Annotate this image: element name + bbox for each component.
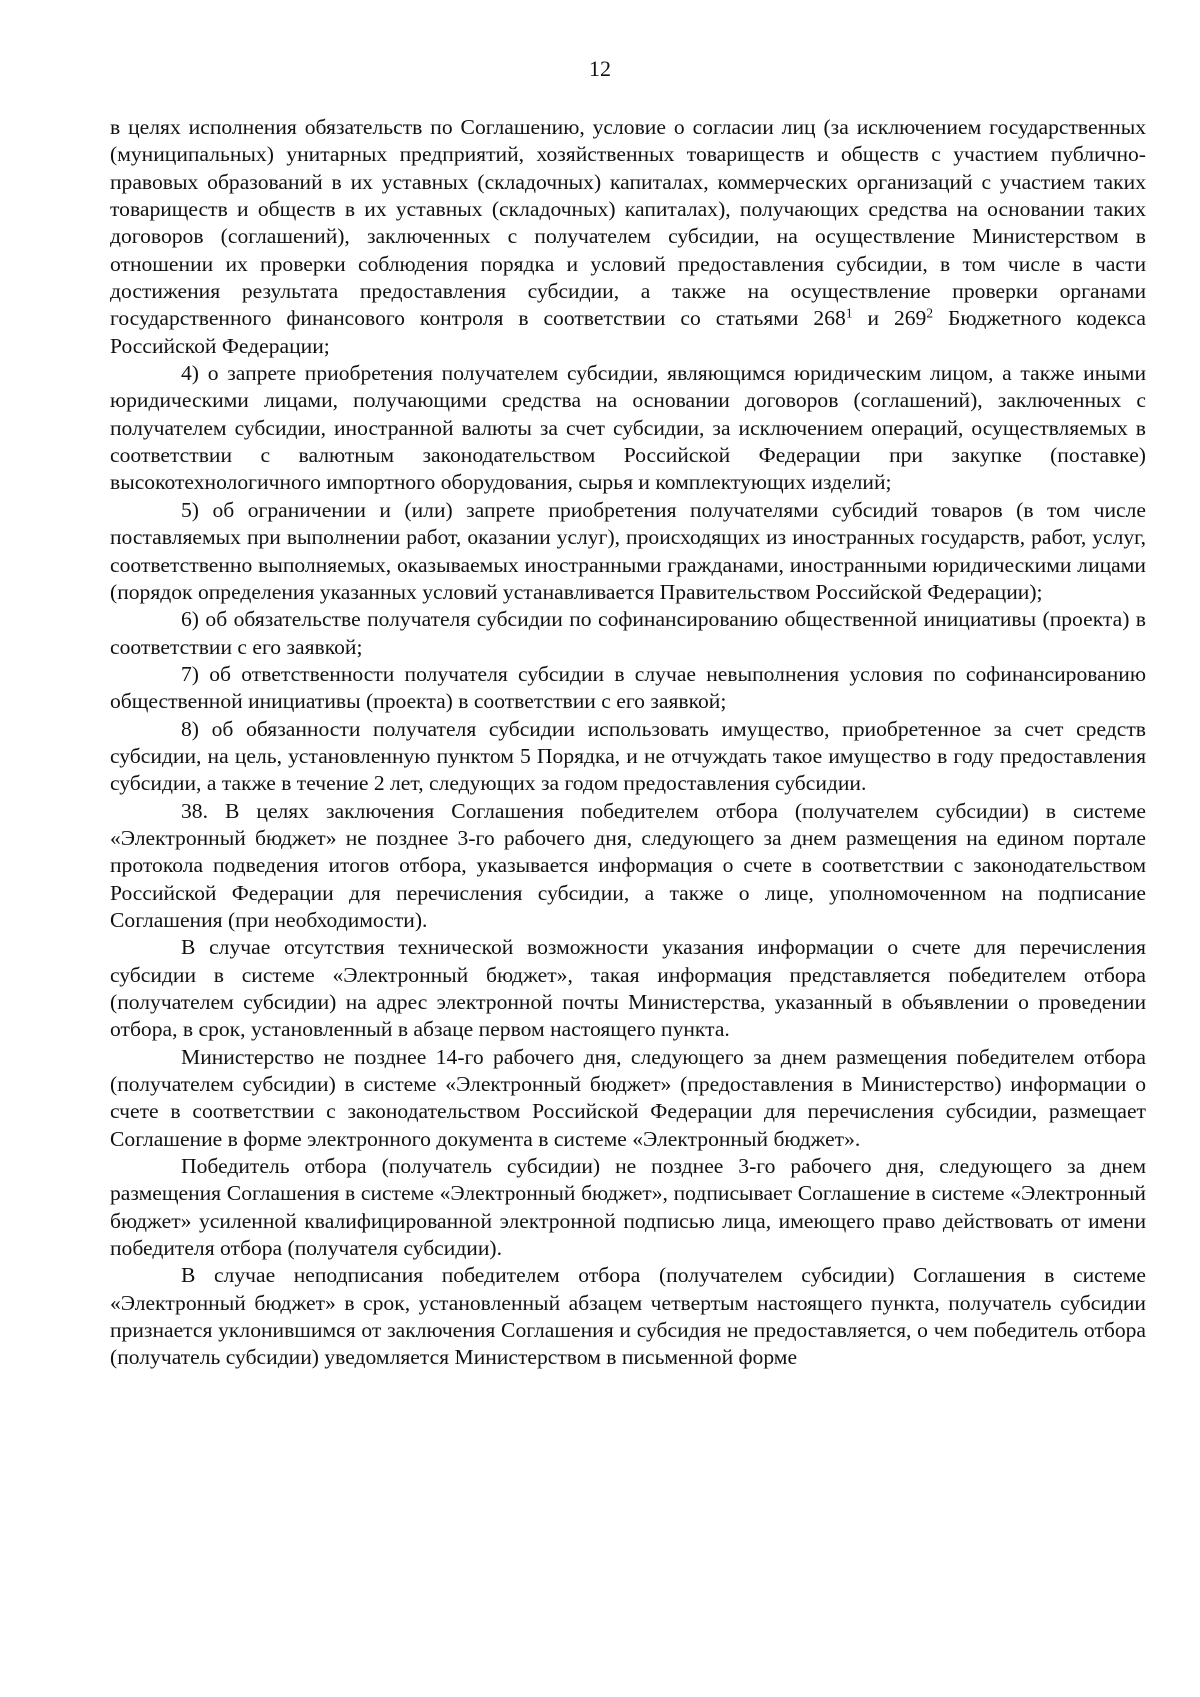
page-number: 12 <box>589 56 611 81</box>
text-run: и 269 <box>852 306 927 331</box>
text-run: 4) о запрете приобретения получателем субсидии, являющимся юридическим лицом, а также иными юридическими лицами, получающими средства на основании договоров (соглашений), заключенных с получателем субсидии, иностранной валюты за счет субсидии, за исключением операций, осуществляемых в соответствии с валютным законодательством Российской Федерации при закупке (поставке) высокотехнологичного импортного оборудования, сырья и комплектующих изделий; <box>110 361 1146 495</box>
paragraph <box>110 1044 1146 1153</box>
text-run: В случае отсутствия технической возможности указания информации о счете для перечисления субсидии в системе «Электронный бюджет», такая информация представляется победителем отбора (получателем субсидии) на адрес электронной почты Министерства, указанный в объявлении о проведении отбора, в срок, установленный в абзаце первом настоящего пункта. <box>110 935 1146 1042</box>
text-run: 6) об обязательстве получателя субсидии по софинансированию общественной инициативы (проекта) в соответствии с его заявкой; <box>110 607 1146 659</box>
document-body <box>110 114 1146 1372</box>
paragraph <box>110 114 1146 360</box>
paragraph <box>110 1153 1146 1262</box>
paragraph <box>110 716 1146 798</box>
text-run: 38. В целях заключения Соглашения победителем отбора (получателем субсидии) в системе «Электронный бюджет» не позднее 3-го рабочего дня, следующего за днем размещения на едином портале протокола подведения итогов отбора, указывается информация о счете в соответствии с законодательством Российской Федерации для перечисления субсидии, а также о лице, уполномоченном на подписание Соглашения (при необходимости). <box>110 798 1146 932</box>
text-run: Министерство не позднее 14-го рабочего дня, следующего за днем размещения победителем отбора (получателем субсидии) в системе «Электронный бюджет» (предоставления в Министерство) информации о счете в соответствии с законодательством Российской Федерации для перечисления субсидии, размещает Соглашение в форме электронного документа в системе «Электронный бюджет». <box>110 1044 1146 1151</box>
paragraph <box>110 1262 1146 1371</box>
text-run: 7) об ответственности получателя субсидии в случае невыполнения условия по софинансированию общественной инициативы (проекта) в соответствии с его заявкой; <box>110 661 1146 714</box>
paragraph <box>110 606 1146 661</box>
paragraph <box>110 360 1146 497</box>
text-run: 8) об обязанности получателя субсидии использовать имущество, приобретенное за счет средств субсидии, на цель, установленную пунктом 5 Порядка, и не отчуждать такое имущество в году предоставления субсидии, а также в течение 2 лет, следующих за годом предоставления субсидии. <box>110 716 1146 796</box>
superscript: 1 <box>845 306 853 322</box>
text-run: Бюджетного кодекса Российской Федерации; <box>110 306 1147 358</box>
text-run: В случае неподписания победителем отбора (получателем субсидии) Соглашения в системе «Электронный бюджет» в срок, установленный абзацем четвертым настоящего пункта, получатель субсидии признается уклонившимся от заключения Соглашения и субсидия не предоставляется, о чем победитель отбора (получатель субсидии) уведомляется Министерством в письменной форме <box>110 1263 1146 1370</box>
paragraph <box>110 661 1146 716</box>
text-run: в целях исполнения обязательств по Соглашению, условие о согласии лиц (за исключением государственных (муниципальных) унитарных предприятий, хозяйственных товариществ и обществ с участием публично-правовых образований в их уставных (складочных) капиталах, коммерческих организаций с участием таких товариществ и обществ в их уставных (складочных) капиталах), получающих средства на основании таких договоров (соглашений), заключенных с получателем субсидии, на осуществление Министерством в отношении их проверки соблюдения порядка и условий предоставления субсидии, в том числе в части достижения результата предоставления субсидии, а также на осуществление проверки органами государственного финансового контроля в соответствии со статьями 268 <box>110 115 1146 331</box>
superscript: 2 <box>926 306 934 322</box>
text-run: Победитель отбора (получатель субсидии) не позднее 3-го рабочего дня, следующего за днем размещения Соглашения в системе «Электронный бюджет», подписывает Соглашение в системе «Электронный бюджет» усиленной квалифицированной электронной подписью лица, имеющего право действовать от имени победителя отбора (получателя субсидии). <box>110 1154 1146 1261</box>
paragraph <box>110 497 1146 606</box>
paragraph <box>110 798 1146 935</box>
text-run: 5) об ограничении и (или) запрете приобретения получателями субсидий товаров (в том числе поставляемых при выполнении работ, оказании услуг), происходящих из иностранных государств, работ, услуг, соответственно выполняемых, оказываемых иностранными гражданами, иностранными юридическими лицами (порядок определения указанных условий устанавливается Правительством Российской Федерации); <box>110 497 1146 604</box>
paragraph <box>110 934 1146 1043</box>
